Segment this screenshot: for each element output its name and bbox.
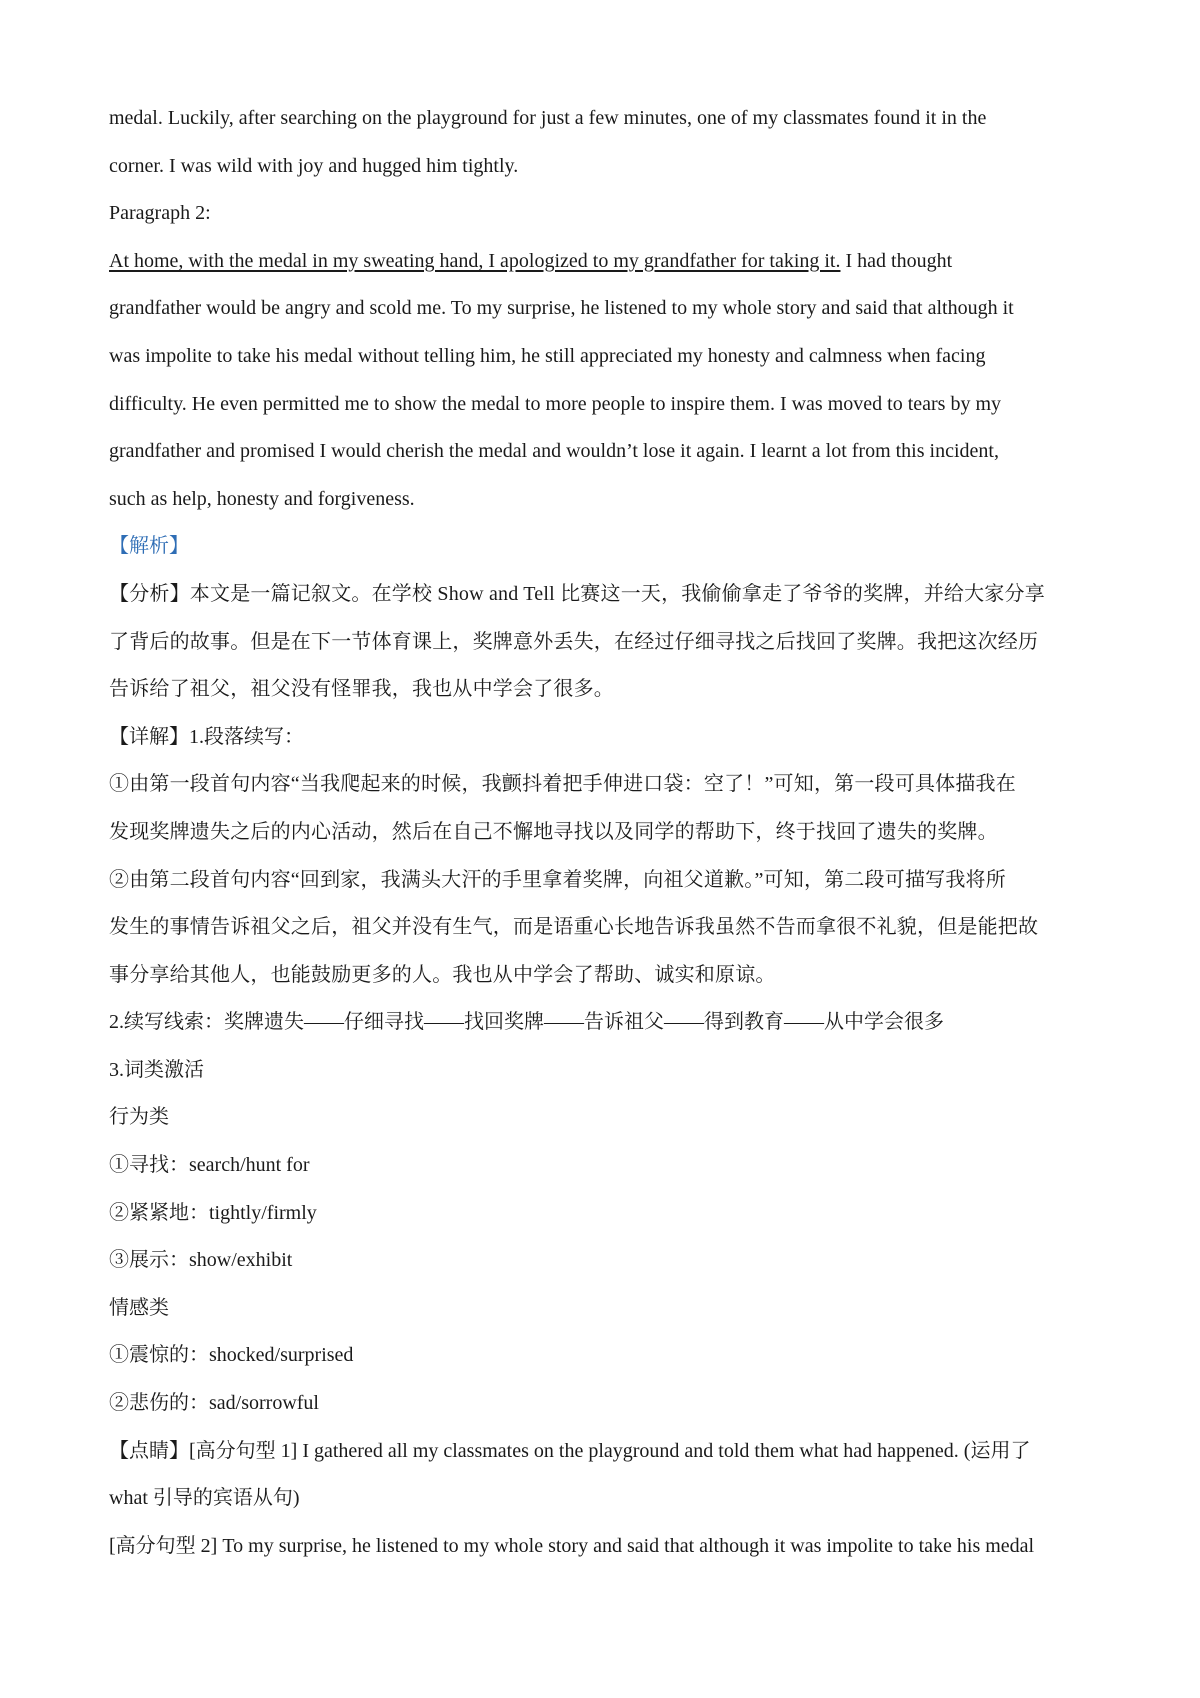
vocab-item-shocked: ①震惊的：shocked/surprised [109,1344,354,1367]
highlight-sentence-1-line-1: 【点睛】[高分句型 1] I gathered all my classmates on the playground and told them what had happened. (运用了 [109,1439,1031,1462]
analysis-line-3: 告诉给了祖父，祖父没有怪罪我，我也从中学会了很多。 [109,678,614,701]
paragraph-2-line-6: such as help, honesty and forgiveness. [109,487,415,510]
paragraph-2-heading: Paragraph 2: [109,202,211,225]
highlight-sentence-1-line-2: what 引导的宾语从句) [109,1487,300,1510]
highlight-sentence-2-line-1: [高分句型 2] To my surprise, he listened to my whole story and said that although it was impolite to take his medal [109,1534,1035,1557]
vocab-item-show: ③展示：show/exhibit [109,1249,293,1272]
document-page [109,95,1099,1570]
paragraph-2-line-3: was impolite to take his medal without telling him, he still appreciated my honesty and calmness when facing [109,344,986,367]
writing-clues: 2.续写线索：奖牌遗失——仔细寻找——找回奖牌——告诉祖父——得到教育——从中学会很多 [109,1011,944,1034]
paragraph-2-opening-sentence: At home, with the medal in my sweating hand, I apologized to my grandfather for taking it. [109,249,841,272]
detail-heading: 【详解】1.段落续写： [109,725,304,748]
paragraph-2-line-4: difficulty. He even permitted me to show the medal to more people to inspire them. I was moved to tears by my [109,392,1002,415]
detail-point-1-line-2: 发现奖牌遗失之后的内心活动，然后在自己不懈地寻找以及同学的帮助下，终于找回了遗失的奖牌。 [109,820,998,843]
word-activation-heading: 3.词类激活 [109,1058,204,1081]
detail-point-2-line-2: 发生的事情告诉祖父之后，祖父并没有生气，而是语重心长地告诉我虽然不告而拿很不礼貌，但是能把故 [109,916,1039,939]
paragraph-1-line-1: medal. Luckily, after searching on the playground for just a few minutes, one of my classmates found it in the [109,107,987,129]
analysis-line-1: 【分析】本文是一篇记叙文。在学校 Show and Tell 比赛这一天，我偷偷拿走了爷爷的奖牌，并给大家分享 [109,582,1045,605]
paragraph-2-line-2: grandfather would be angry and scold me. To my surprise, he listened to my whole story and said that although it [109,297,1014,320]
detail-point-2-line-1: ②由第二段首句内容“回到家，我满头大汗的手里拿着奖牌，向祖父道歉。”可知，第二段可描写我将所 [109,868,1006,891]
detail-point-1-line-1: ①由第一段首句内容“当我爬起来的时候，我颤抖着把手伸进口袋：空了！”可知，第一段可具体描我在 [109,773,1016,796]
paragraph-1-line-2: corner. I was wild with joy and hugged him tightly. [109,154,519,177]
action-category-label: 行为类 [109,1106,169,1129]
emotion-category-label: 情感类 [109,1296,169,1319]
paragraph-2-line-5: grandfather and promised I would cherish the medal and wouldn’t lose it again. I learnt a lot from this incident, [109,440,999,463]
detail-point-2-line-3: 事分享给其他人，也能鼓励更多的人。我也从中学会了帮助、诚实和原谅。 [109,963,776,986]
vocab-item-tightly: ②紧紧地：tightly/firmly [109,1201,317,1224]
analysis-label: 【解析】 [109,535,189,558]
vocab-item-search: ①寻找：search/hunt for [109,1154,310,1177]
paragraph-2-line-1 [109,238,1099,286]
paragraph-2-line-1-rest: I had thought [840,249,953,272]
vocab-item-sad: ②悲伤的：sad/sorrowful [109,1392,319,1415]
analysis-line-2: 了背后的故事。但是在下一节体育课上，奖牌意外丢失，在经过仔细寻找之后找回了奖牌。我把这次经历 [109,630,1039,653]
